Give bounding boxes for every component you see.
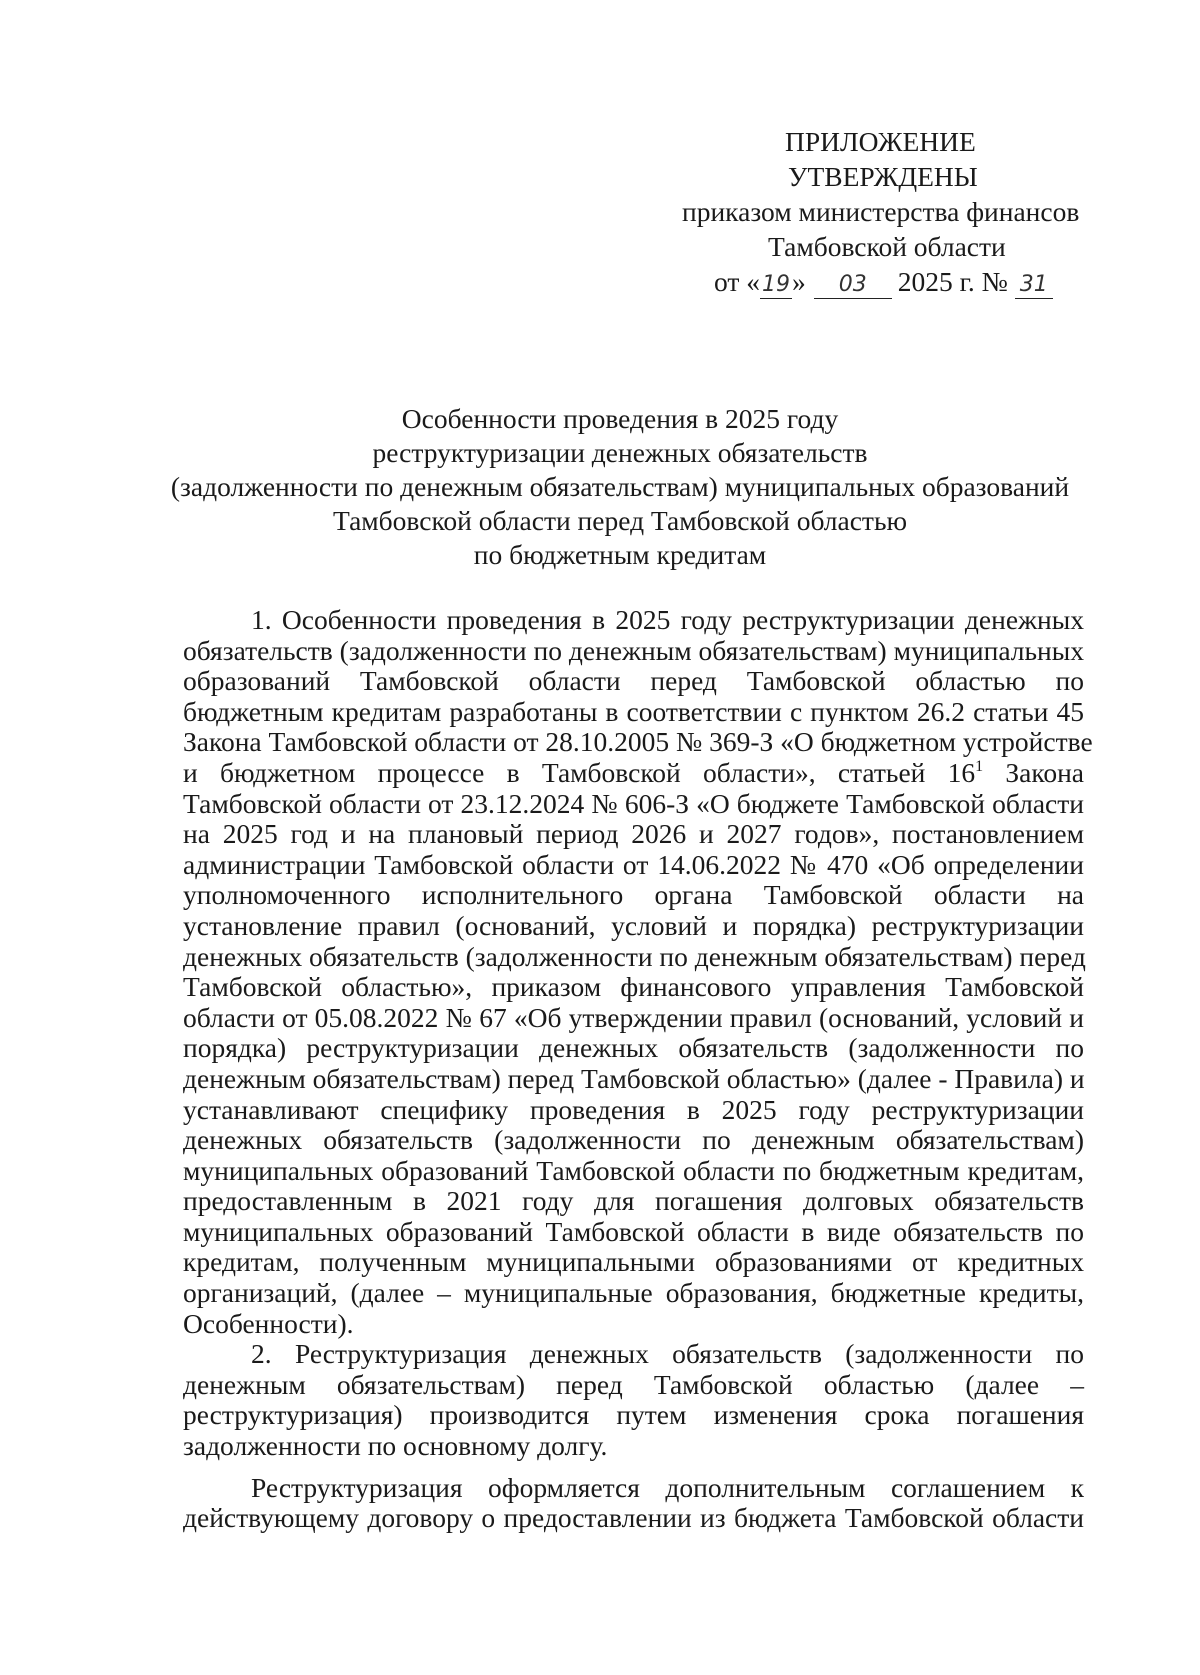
text-line: предоставленным в 2021 году для погашения долговых обязательств — [183, 1185, 1084, 1217]
document-title — [140, 402, 1100, 572]
text-line: уполномоченного исполнительного органа Тамбовской области на — [183, 879, 1084, 911]
text-line: бюджетным кредитам разработаны в соответствии с пунктом 26.2 статьи 45 — [183, 695, 1084, 727]
text-line: муниципальных образований Тамбовской области в виде обязательств по — [183, 1215, 1084, 1247]
text-line: Тамбовской областью», приказом финансового управления Тамбовской — [183, 971, 1084, 1003]
text-line: Тамбовской области от 23.12.2024 № 606-З «О бюджете Тамбовской области — [183, 787, 1084, 819]
text-line: действующему договору о предоставлении из бюджета Тамбовской области — [183, 1502, 1084, 1534]
handwritten-month: 03 — [814, 272, 892, 299]
text-line: 1. Особенности проведения в 2025 году реструктуризации денежных — [251, 604, 1084, 635]
superscript-mark: 1 — [975, 757, 984, 775]
approval-block — [640, 124, 1100, 299]
text-line: Особенности). — [183, 1307, 354, 1339]
text-line: денежных обязательств (задолженности по денежным обязательствам) — [183, 1124, 1084, 1156]
text-line: реструктуризация) производится путем изменения срока погашения — [183, 1399, 1084, 1431]
document-body — [183, 604, 1093, 1534]
appendix-label: ПРИЛОЖЕНИЕ — [785, 126, 976, 157]
text-line: обязательств (задолженности по денежным обязательствам) муниципальных — [183, 634, 1084, 666]
text-line: устанавливают специфику проведения в 2025 году реструктуризации — [183, 1093, 1084, 1125]
text-line: 2. Реструктуризация денежных обязательств (задолженности по — [251, 1338, 1084, 1370]
text-line: кредитам, полученным муниципальными образованиями от кредитных — [183, 1246, 1084, 1278]
text-segment: и бюджетном процессе в Тамбовской области», статьей 16 — [183, 756, 976, 788]
text-line: администрации Тамбовской области от 14.06.2022 № 470 «Об определении — [183, 848, 1084, 880]
approval-region-line: Тамбовской области — [768, 231, 1006, 262]
text-line: установление правил (оснований, условий и порядка) реструктуризации — [183, 909, 1084, 941]
title-line: по бюджетным кредитам — [473, 539, 767, 570]
approval-order-line: приказом министерства финансов — [682, 196, 1080, 227]
text-line: денежных обязательств (задолженности по денежным обязательствам) перед — [183, 940, 1086, 972]
text-line: Реструктуризация оформляется дополнительным соглашением к — [251, 1471, 1084, 1503]
title-line: Тамбовской области перед Тамбовской областью — [332, 505, 908, 536]
text-line: порядка) реструктуризации денежных обязательств (задолженности по — [183, 1032, 1084, 1064]
handwritten-day: 19 — [762, 272, 791, 297]
title-line: Особенности проведения в 2025 году — [401, 403, 839, 434]
date-prefix: от « — [714, 266, 761, 297]
text-line: образований Тамбовской области перед Тамбовской областью по — [183, 665, 1084, 697]
text-line: области от 05.08.2022 № 67 «Об утверждении правил (оснований, условий и — [183, 1001, 1084, 1033]
text-line: на 2025 год и на плановый период 2026 и 2027 годов», постановлением — [183, 818, 1084, 850]
text-line: денежным обязательствам) перед Тамбовской областью» (далее - Правила) и — [183, 1062, 1085, 1094]
date-year-number-label: 2025 г. № — [897, 266, 1008, 297]
paragraph-3 — [183, 1473, 1084, 1534]
text-line: задолженности по основному долгу. — [183, 1430, 608, 1462]
text-line: муниципальных образований Тамбовской области по бюджетным кредитам, — [183, 1154, 1084, 1186]
paragraph-1 — [183, 604, 1093, 1339]
text-line — [183, 758, 1084, 789]
date-quote-close: » — [792, 266, 806, 297]
approval-date-line — [714, 264, 1100, 299]
title-line: реструктуризации денежных обязательств — [372, 437, 868, 468]
handwritten-order-number: 31 — [1015, 272, 1053, 299]
approved-label: УТВЕРЖДЕНЫ — [788, 161, 978, 192]
text-line: организаций, (далее – муниципальные образования, бюджетные кредиты, — [183, 1277, 1084, 1309]
title-line: (задолженности по денежным обязательствам) муниципальных образований — [170, 471, 1070, 502]
paragraph-2 — [183, 1339, 1084, 1461]
text-line: денежным обязательствам) перед Тамбовской областью (далее – — [183, 1368, 1084, 1400]
text-line: Закона Тамбовской области от 28.10.2005 № 369-З «О бюджетном устройстве — [183, 726, 1093, 758]
text-segment: Закона — [1005, 756, 1085, 788]
